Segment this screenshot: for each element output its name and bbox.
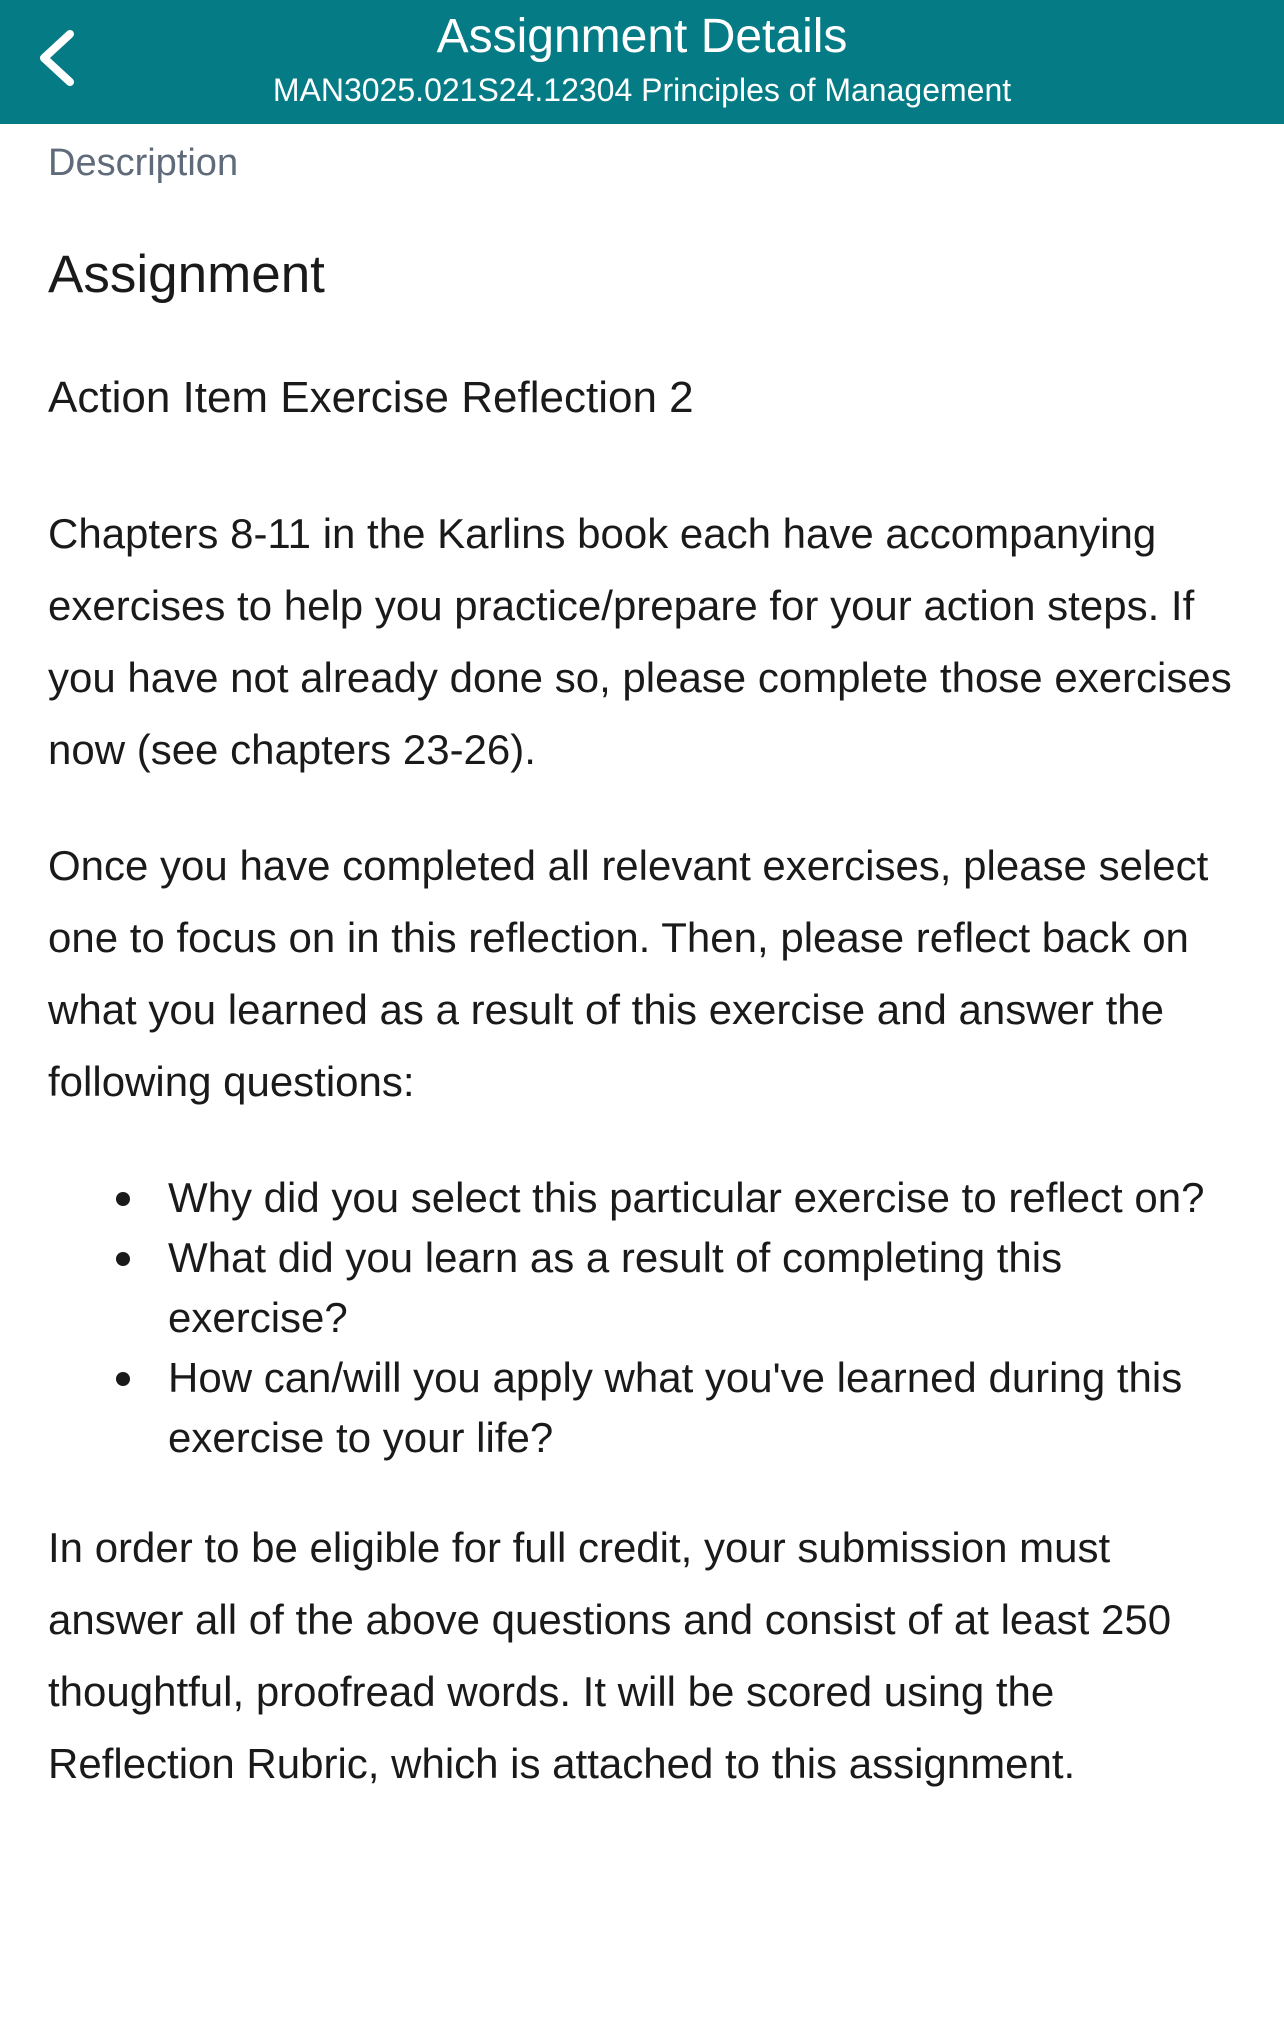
app-header	[0, 0, 1284, 124]
assignment-description	[48, 124, 1238, 1800]
grading-paragraph: In order to be eligible for full credit, your submission must answer all of the above questions and consist of at least 250 thoughtful, proofread words. It will be scored using the Reflection Rubric, which is attached to this assignment.	[48, 1524, 1172, 1787]
question-item	[168, 1348, 1238, 1468]
bullet-icon	[116, 1252, 130, 1266]
question-item	[168, 1228, 1238, 1348]
reflection-paragraph: Once you have completed all relevant exercises, please select one to focus on in this reflection. Then, please reflect back on what you learned as a result of this exercise and answer the following questions:	[48, 842, 1209, 1105]
question-text: Why did you select this particular exercise to reflect on?	[168, 1174, 1205, 1221]
page-title: Assignment Details	[436, 10, 848, 63]
instructions-paragraph: Chapters 8-11 in the Karlins book each have accompanying exercises to help you practice/prepare for your action steps. If you have not already done so, please complete those exercises now (see chapters 23-26).	[48, 510, 1232, 773]
question-item	[168, 1168, 1238, 1228]
description-label: Description	[48, 142, 239, 184]
question-list	[48, 1168, 1238, 1468]
question-text: How can/will you apply what you've learned during this exercise to your life?	[168, 1354, 1183, 1461]
bullet-icon	[116, 1372, 130, 1386]
assignment-title: Action Item Exercise Reflection 2	[48, 373, 694, 422]
assignment-heading: Assignment	[48, 245, 325, 304]
bullet-icon	[116, 1192, 130, 1206]
course-subtitle: MAN3025.021S24.12304 Principles of Management	[272, 72, 1012, 108]
question-text: What did you learn as a result of completing this exercise?	[168, 1234, 1063, 1341]
